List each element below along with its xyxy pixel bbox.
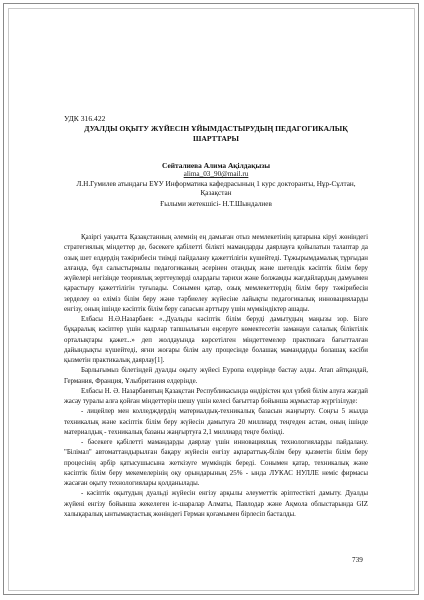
udc-code: УДК 316.422	[64, 114, 106, 123]
author-email-link[interactable]: alima_03_90@mail.ru	[183, 170, 249, 178]
affiliation	[64, 180, 368, 199]
supervisor: Ғылыми жетекшісі- Н.Т.Шындалиев	[160, 200, 272, 208]
author-email-line	[64, 170, 368, 178]
affiliation-line-1: Л.Н.Гумилев атындағы ЕҰУ Информатика кафедрасының 1 курс докторанты, Нұр-Сұлтан,	[76, 180, 356, 188]
affiliation-line-2: Қазақстан	[200, 189, 232, 198]
paragraph: Елбасы Н. Ә. Назарбаевтың Қазақстан Республикасында өндірістен қол үзбей білім алуға жағдай жасау туралы алға қойған міндеттерін шешу үшін келесі бағыттар бойынша жұмыстар жүргізілуде:	[64, 387, 368, 405]
bullet-paragraph: - бәсекеге қабілетті мамандарды даярлау үшін инновациялық технологияларды пайдалану. "Білімал" автоматтандырылған бақару жүйесін енгізу ақпараттық-білім беру қызметін білім беру процесінің әрбір қатысушысына жеткізуге мүмкіндік береді. Сонымен қатар, техникалық және кәсіптік білім беру мекемелерінің оқу орындарының 25% - ында ЛУКАС НУЛЛЕ неміс фирмасы жасаған оқыту технологиялары қолданылады.	[64, 439, 368, 487]
title-line-1: ДУАЛДЫ ОҚЫТУ ЖҮЙЕСІН ҰЙЫМДАСТЫРУДЫҢ ПЕДАГОГИКАЛЫҚ	[84, 124, 348, 133]
paragraph: Барлығымыз білетіндей дуалды оқыту жүйесі Еуропа елдерінде бастау алды. Атап айтқандай, Германия, Франция, Ұлыбритания елдерінде.	[64, 367, 368, 385]
bullet-paragraph: - кәсіптік оқытудың дуальді жүйесін енгізу арқылы әлеуметтік әріптестікті дамыту. Дуалды жүйені енгізу бойынша жекелеген іс-шаралар Алматы, Павлодар және Ақмола облыстарында GIZ халықаралық ынтымақтастық жөніндегі Герман қоғамымен бірлесіп басталды.	[64, 490, 368, 518]
paragraph: Қазіргі уақытта Қазақстанның әлемнің ең дамыған отыз мемлекетінің қатарына кіруі жөніндегі стратегиялық міндеттер де, бәсекеге қабілетті білікті мамандарды даярлауға қойылатын талаптар да озық шет елдердің тәжірибесін тиімді пайдалану қажеттілігін күшейтеді. Тұжырымдамалық тұрғыдан алғанда, бұл салыстырмалы педагогиканың әсерінен отандық және шетелдік кәсіптік білім беру жүйелері негізінде теориялық зерттеулерді олардағы тарихи және болжамды жағдайлардың дамуымен қарастыру қажеттілігін туғызады. Сонымен қатар, озық мемлекеттердің білім беру тәжірибесін зерделеу өз еліміз білім беру және тәрбиелеу жүйесіне лайықты педагогикалық инновацияларды енгізу, оның ішінде кәсіптік білім беру сапасын арттыру үшін мүмкіндіктер ашады.	[64, 234, 368, 313]
paper-title	[64, 124, 368, 144]
bullet-paragraph: - лицейлер мен колледждердің материалдық-техникалық базасын жаңғырту. Соңғы 5 жылда техникалық және кәсіптік білім беру жүйесін дамытуға 20 миллиард теңгеден астам, оның ішінде материалдық - техникалық базаны жаңғыртуға 2,1 миллиард теңге бөлінді.	[64, 408, 368, 436]
title-line-2: ШАРТТАРЫ	[193, 134, 239, 143]
page-number: 739	[352, 556, 363, 564]
author-name: Сейталиева Алима Ақілдақызы	[162, 161, 270, 170]
body-text	[64, 233, 368, 520]
paragraph: Елбасы Н.Ә.Назарбаев: «..Дуальды кәсіптік білім беруді дамытудың маңызы зор. Бізге бұқаралық кәсіптер үшін кадрлар тапшылығын еңсеруге көмектесетін заманауи салалық біліктілік орталықтары қажет...» деп жолдауында көрсетілген міндеттемелер практикаға бағытталған дайындықты күшейтеді, яғни жоғары білім алу процесінде болашақ мамандарды болашақ кәсіби қызметін практикалық даярлау[1].	[64, 316, 368, 364]
